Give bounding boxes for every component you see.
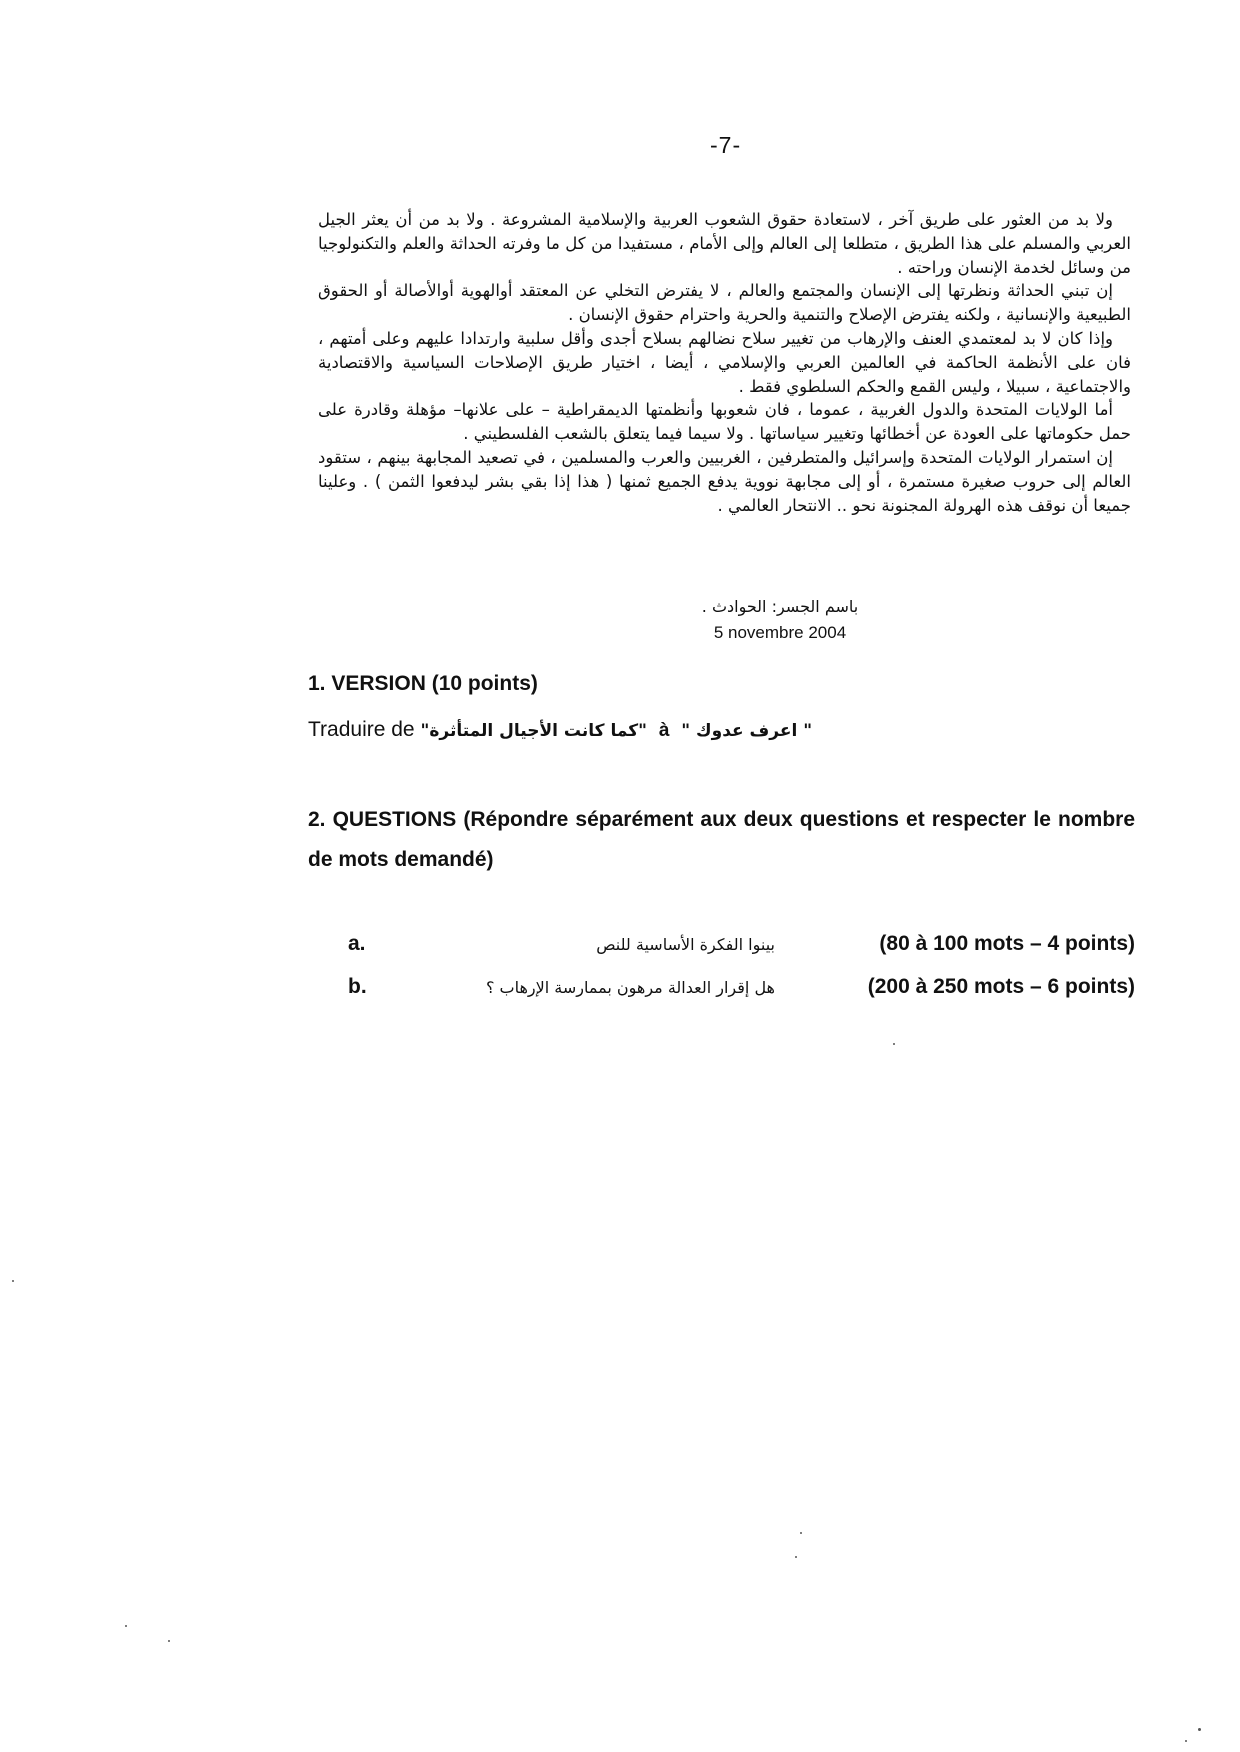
article-paragraph: وإذا كان لا بد لمعتمدي العنف والإرهاب من تغيير سلاح نضالهم بسلاح أجدى وأقل سلبية وارتدادا عليهم وعلى أمتهم ، فان على الأنظمة الحاكمة في العالمين العربي والإسلامي ، أيضا ، اختيار طريق الإصلاحات السياسية والاقتصادية والاجتماعية ، سبيلا ، وليس القمع والحكم السلطوي فقط . xyxy=(318,328,1131,396)
version-instruction xyxy=(308,718,812,742)
scan-speck xyxy=(800,1532,802,1534)
scan-speck xyxy=(12,1280,14,1282)
questions-heading: 2. QUESTIONS (Répondre séparément aux deux questions et respecter le nombre de mots demandé) xyxy=(308,808,1135,871)
scan-speck xyxy=(125,1625,127,1627)
version-heading: 1. VERSION (10 points) xyxy=(308,672,538,695)
question-points: (80 à 100 mots – 4 points) xyxy=(879,932,1135,955)
question-row-a xyxy=(348,932,1135,964)
question-points: (200 à 250 mots – 6 points) xyxy=(867,975,1135,998)
article-signature xyxy=(690,594,870,646)
question-text: هل إقرار العدالة مرهون بممارسة الإرهاب ؟ xyxy=(485,978,775,997)
scan-speck xyxy=(795,1556,797,1558)
article-paragraph: أما الولايات المتحدة والدول الغربية ، عموما ، فان شعوبها وأنظمتها الديمقراطية – على علانها– مؤهلة وقادرة على حمل حكوماتها على العودة عن أخطائها وتغيير سياساتها . ولا سيما فيما يتعلق بالشعب الفلسطيني . xyxy=(318,400,1131,444)
page-number: -7- xyxy=(710,132,742,158)
scan-speck xyxy=(168,1640,170,1642)
to-quote: "كما كانت الأجيال المتأثرة" xyxy=(420,721,647,741)
article-paragraph: إن استمرار الولايات المتحدة وإسرائيل والمتطرفين ، الغربيين والعرب والمسلمين ، في تصعيد المجابهة بينهم ، ستقود العالم إلى حروب صغيرة مستمرة ، أو إلى مجابهة نووية يدفع الجميع ثمنها ( هذا إذا بقي بشر ليدفعوا الثمن ) . وعلينا جميعا أن نوقف هذه الهرولة المجنونة نحو .. الانتحار العالمي . xyxy=(318,447,1131,515)
article-paragraph: إن تبني الحداثة ونظرتها إلى الإنسان والمجتمع والعالم ، لا يفترض التخلي عن المعتقد أوالهوية أوالأصالة أو الحقوق الطبيعية والإنسانية ، ولكنه يفترض الإصلاح والتنمية والحرية واحترام حقوق الإنسان . xyxy=(318,281,1131,325)
from-quote: " اعرف عدوك " xyxy=(681,721,813,741)
question-text: بينوا الفكرة الأساسية للنص xyxy=(596,935,775,954)
question-letter: b. xyxy=(348,975,367,998)
question-letter: a. xyxy=(348,932,366,955)
article-body xyxy=(318,208,1131,517)
scan-speck xyxy=(1185,1740,1187,1742)
article-paragraph: ولا بد من العثور على طريق آخر ، لاستعادة حقوق الشعوب العربية والإسلامية المشروعة . ولا بد من أن يعثر الجيل العربي والمسلم على هذا الطريق ، متطلعا إلى العالم وإلى الأمام ، مستفيدا من كل ما وفرته الحداثة والعلم والتكنولوجيا من وسائل لخدمة الإنسان وراحته . xyxy=(318,210,1131,277)
a-word: à xyxy=(658,720,670,741)
scan-speck xyxy=(1198,1728,1201,1731)
scan-speck xyxy=(893,1043,895,1045)
author-source: باسم الجسر: الحوادث . xyxy=(701,597,859,616)
instruction-prefix: Traduire de xyxy=(308,718,415,741)
question-row-b xyxy=(348,975,1135,1007)
article-date: 5 novembre 2004 xyxy=(713,623,847,642)
